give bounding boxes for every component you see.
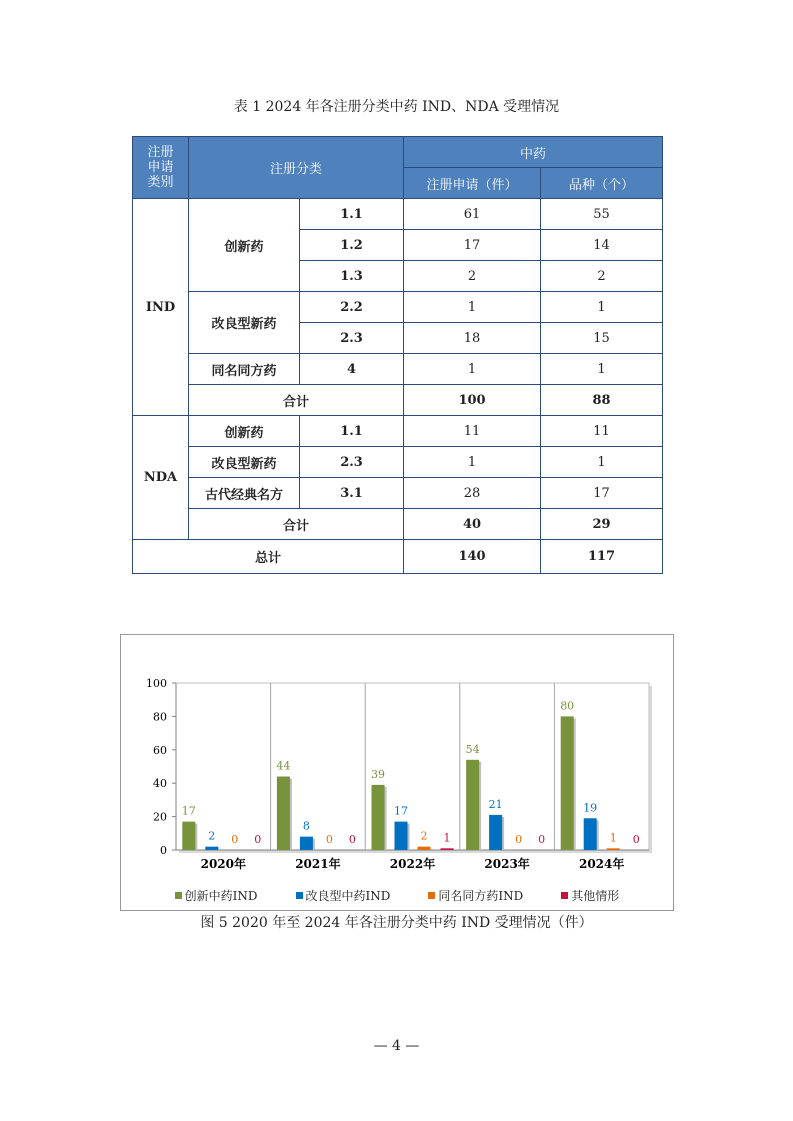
ind-subtotal-varieties: 88 xyxy=(541,385,663,416)
ind-label: IND xyxy=(133,199,189,416)
legend-item xyxy=(428,887,523,904)
nda-type-cell: 改良型新药 xyxy=(189,447,300,478)
legend-swatch xyxy=(561,892,568,899)
registration-table xyxy=(132,136,663,574)
legend-swatch xyxy=(428,892,435,899)
apps-cell: 17 xyxy=(404,230,541,261)
data-label: 2 xyxy=(208,829,216,843)
varieties-cell: 55 xyxy=(541,199,663,230)
legend-item xyxy=(296,887,391,904)
bar xyxy=(418,847,431,850)
x-tick-label: 2020年 xyxy=(200,857,247,871)
apps-cell: 1 xyxy=(404,292,541,323)
total-label: 总计 xyxy=(133,540,404,574)
data-label: 80 xyxy=(560,699,575,713)
nda-label: NDA xyxy=(133,416,189,540)
table-row xyxy=(133,478,663,509)
data-label: 0 xyxy=(325,833,333,846)
varieties-cell: 15 xyxy=(541,323,663,354)
class-cell: 3.1 xyxy=(300,478,404,509)
varieties-cell: 17 xyxy=(541,478,663,509)
x-tick-label: 2023年 xyxy=(484,857,530,871)
bar xyxy=(395,822,408,850)
nda-type-cell: 古代经典名方 xyxy=(189,478,300,509)
table-row xyxy=(133,447,663,478)
data-label: 0 xyxy=(538,833,546,846)
apps-cell: 1 xyxy=(404,447,541,478)
bar xyxy=(441,848,454,850)
y-tick-label: 60 xyxy=(153,743,167,757)
class-cell: 2.2 xyxy=(300,292,404,323)
bar xyxy=(607,848,620,850)
apps-cell: 1 xyxy=(404,354,541,385)
x-tick-label: 2024年 xyxy=(578,857,625,871)
varieties-cell: 1 xyxy=(541,292,663,323)
chart-legend xyxy=(121,887,673,904)
legend-item xyxy=(561,887,619,904)
total-apps: 140 xyxy=(404,540,541,574)
ind-innovative-label: 创新药 xyxy=(189,199,300,292)
data-label: 17 xyxy=(181,804,196,818)
nda-subtotal-varieties: 29 xyxy=(541,509,663,540)
ind-improved-label: 改良型新药 xyxy=(189,292,300,354)
legend-swatch xyxy=(175,892,182,899)
class-cell: 1.1 xyxy=(300,416,404,447)
legend-label: 其他情形 xyxy=(571,889,620,903)
data-label: 39 xyxy=(371,767,385,781)
bar xyxy=(277,777,290,850)
bar xyxy=(372,785,385,850)
table-row xyxy=(133,199,663,230)
x-tick-label: 2021年 xyxy=(295,857,341,871)
data-label: 1 xyxy=(443,831,451,845)
total-varieties: 117 xyxy=(541,540,663,574)
plot-area xyxy=(176,683,649,850)
bar xyxy=(205,847,218,850)
nda-subtotal-row xyxy=(133,509,663,540)
bar xyxy=(561,716,574,850)
legend-item xyxy=(175,887,258,904)
table-row xyxy=(133,354,663,385)
ind-chart xyxy=(120,634,674,911)
data-label: 1 xyxy=(609,831,617,845)
data-label: 54 xyxy=(465,742,480,756)
legend-label: 创新中药IND xyxy=(184,889,258,903)
apps-cell: 61 xyxy=(404,199,541,230)
apps-cell: 18 xyxy=(404,323,541,354)
data-label: 44 xyxy=(276,759,291,773)
varieties-cell: 1 xyxy=(541,447,663,478)
data-label: 0 xyxy=(254,833,262,846)
data-label: 21 xyxy=(488,797,503,811)
varieties-cell: 11 xyxy=(541,416,663,447)
ind-subtotal-row xyxy=(133,385,663,416)
nda-type-cell: 创新药 xyxy=(189,416,300,447)
bar xyxy=(584,818,597,850)
header-category: 注册申请类别 xyxy=(133,137,189,199)
figure-caption: 图 5 2020 年至 2024 年各注册分类中药 IND 受理情况（件） xyxy=(200,915,593,931)
class-cell: 4 xyxy=(300,354,404,385)
legend-label: 同名同方药IND xyxy=(438,889,524,903)
header-applications: 注册申请（件） xyxy=(404,168,541,199)
data-label: 17 xyxy=(394,804,408,818)
y-tick-label: 40 xyxy=(153,777,167,791)
bar xyxy=(489,815,502,850)
ind-subtotal-label: 合计 xyxy=(189,385,404,416)
total-row xyxy=(133,540,663,574)
data-label: 2 xyxy=(420,829,428,843)
class-cell: 2.3 xyxy=(300,447,404,478)
bar xyxy=(300,837,313,850)
legend-label: 改良型中药IND xyxy=(305,889,391,903)
y-tick-label: 100 xyxy=(146,677,167,690)
apps-cell: 11 xyxy=(404,416,541,447)
table-caption: 表 1 2024 年各注册分类中药 IND、NDA 受理情况 xyxy=(233,99,560,115)
x-tick-label: 2022年 xyxy=(389,857,436,871)
data-label: 0 xyxy=(348,833,356,846)
y-tick-label: 80 xyxy=(153,710,167,724)
varieties-cell: 14 xyxy=(541,230,663,261)
data-label: 8 xyxy=(302,819,310,833)
header-varieties: 品种（个） xyxy=(541,168,663,199)
legend-swatch xyxy=(296,892,303,899)
ind-same-name-label: 同名同方药 xyxy=(189,354,300,385)
table-row xyxy=(133,292,663,323)
varieties-cell: 1 xyxy=(541,354,663,385)
bar xyxy=(466,760,479,850)
table-row xyxy=(133,416,663,447)
data-label: 19 xyxy=(583,801,598,815)
data-label: 0 xyxy=(515,833,523,846)
header-tcm: 中药 xyxy=(404,137,663,168)
header-class: 注册分类 xyxy=(189,137,404,199)
bar-chart-svg xyxy=(121,635,673,885)
bar xyxy=(182,822,195,850)
ind-subtotal-apps: 100 xyxy=(404,385,541,416)
class-cell: 1.1 xyxy=(300,199,404,230)
class-cell: 1.2 xyxy=(300,230,404,261)
y-tick-label: 20 xyxy=(153,810,167,824)
data-label: 0 xyxy=(632,833,640,846)
y-tick-label: 0 xyxy=(160,844,167,857)
data-label: 0 xyxy=(231,833,239,846)
nda-subtotal-label: 合计 xyxy=(189,509,404,540)
class-cell: 2.3 xyxy=(300,323,404,354)
apps-cell: 2 xyxy=(404,261,541,292)
page-number: — 4 — xyxy=(373,1038,420,1054)
nda-subtotal-apps: 40 xyxy=(404,509,541,540)
apps-cell: 28 xyxy=(404,478,541,509)
varieties-cell: 2 xyxy=(541,261,663,292)
class-cell: 1.3 xyxy=(300,261,404,292)
